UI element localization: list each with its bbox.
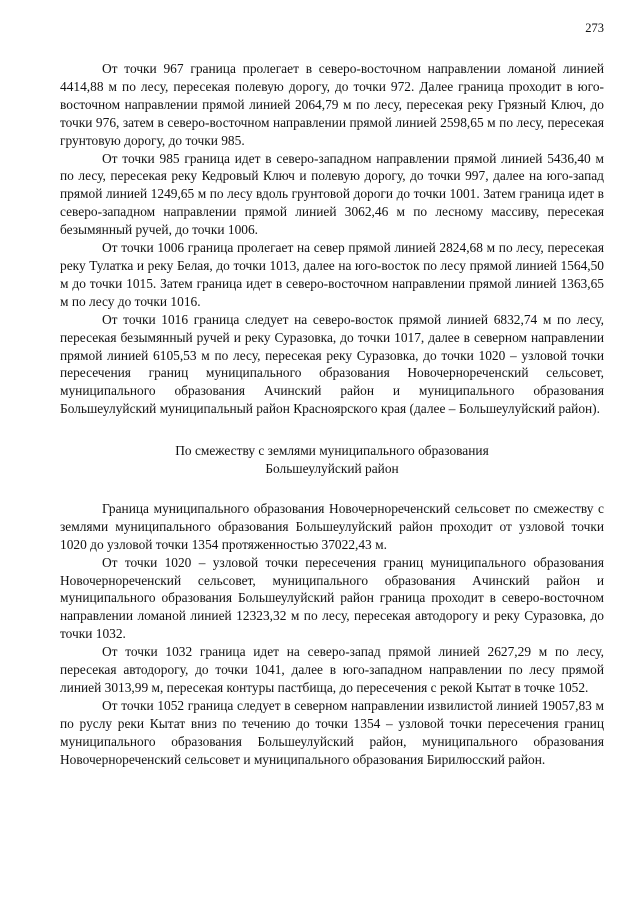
paragraph: Граница муниципального образования Новочернореченский сельсовет по смежеству с землями муниципального образования Большеулуйский район проходит от узловой точки 1020 до узловой точки 1354 протяженностью 37022,43 м. — [60, 500, 604, 552]
paragraph: От точки 985 граница идет в северо-западном направлении прямой линией 5436,40 м по лесу, пересекая реку Кедровый Ключ и полевую дорогу, до точки 997, далее на юго-запад прямой линией 1249,65 м по лесу вдоль грунтовой дороги до точки 1001. Затем граница идет в северо-западном направлении прямой линией 3062,46 м по лесному массиву, пересекая безымянный ручей, до точки 1006. — [60, 150, 604, 238]
paragraph: От точки 1016 граница следует на северо-восток прямой линией 6832,74 м по лесу, пересекая безымянный ручей и реку Суразовка, до точки 1017, далее в северном направлении прямой линией 6105,53 м по лесу, пересекая реку Суразовка, до точки 1020 – узловой точки пересечения границ муниципального образования Новочернореченский сельсовет, муниципального образования Ачинский район и муниципального образования Большеулуйский муниципальный район Красноярского края (далее – Большеулуйский район). — [60, 311, 604, 417]
section-heading — [60, 442, 604, 478]
paragraph: От точки 1052 граница следует в северном направлении извилистой линией 19057,83 м по руслу реки Кытат вниз по течению до точки 1354 – узловой точки пересечения границ муниципального образования Большеулуйский район, муниципального образования Новочернореченский сельсовет и муниципального образования Бирилюсский район. — [60, 697, 604, 767]
paragraph: От точки 967 граница пролегает в северо-восточном направлении ломаной линией 4414,88 м по лесу, пересекая полевую дорогу, до точки 972. Далее граница проходит в юго-восточном направлении прямой линией 2064,79 м по лесу, пересекая реку Грязный Ключ, до точки 976, затем в северо-восточном направлении прямой линией 2598,65 м по лесу, пересекая грунтовую дорогу, до точки 985. — [60, 61, 604, 148]
page-number: 273 — [585, 21, 604, 35]
paragraph: От точки 1020 – узловой точки пересечения границ муниципального образования Новочернореченский сельсовет, муниципального образования Ачинский район и муниципального образования Большеулуйский район граница проходит в северо-восточном направлении ломаной линией 12323,32 м по лесу, пересекая автодорогу и реку Суразовка, до точки 1032. — [60, 554, 604, 642]
section-heading-line: Большеулуйский район — [265, 461, 399, 477]
section-heading-line: По смежеству с землями муниципального образования — [175, 443, 489, 459]
paragraph: От точки 1032 граница идет на северо-запад прямой линией 2627,29 м по лесу, пересекая автодорогу, до точки 1041, далее в юго-западном направлении по лесу прямой линией 3013,99 м, пересекая контуры пастбища, до пересечения с рекой Кытат в точке 1052. — [60, 644, 604, 695]
paragraph: От точки 1006 граница пролегает на север прямой линией 2824,68 м по лесу, пересекая реку Тулатка и реку Белая, до точки 1013, далее на юго-восток по лесу прямой линией 1564,50 м до точки 1015. Затем граница идет в северо-восточном направлении прямой линией 1363,65 м по лесу до точки 1016. — [60, 240, 604, 309]
document-body — [60, 60, 604, 769]
